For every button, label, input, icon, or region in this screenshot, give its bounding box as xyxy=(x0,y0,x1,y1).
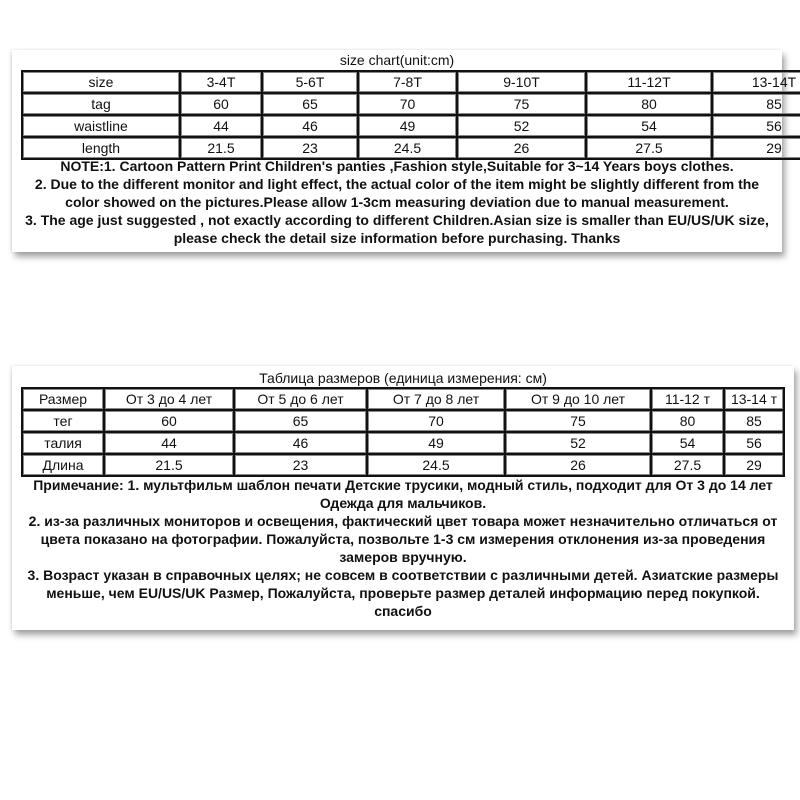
chart-title: Таблица размеров (единица измерения: см) xyxy=(259,370,547,386)
header-cell: 13-14 т xyxy=(725,389,785,411)
table-cell: 44 xyxy=(105,433,235,455)
table-cell: 80 xyxy=(652,411,725,433)
header-cell: От 9 до 10 лет xyxy=(506,389,652,411)
notes-block xyxy=(18,476,788,620)
table-cell: tag xyxy=(23,94,181,116)
chart-title: size chart(unit:cm) xyxy=(339,52,455,68)
table-row xyxy=(23,433,785,455)
note-paragraph: NOTE:1. Cartoon Pattern Print Children's panties ,Fashion style,Suitable for 3~14 Years boys clothes. xyxy=(60,158,734,174)
size-chart-card-english xyxy=(12,50,797,252)
table-cell: 49 xyxy=(368,433,506,455)
header-cell: 11-12 т xyxy=(652,389,725,411)
header-cell: 3-4T xyxy=(181,72,263,94)
header-cell: 9-10T xyxy=(458,72,587,94)
note-paragraph: 3. The age just suggested , not exactly according to different Children.Asian size is smaller than EU/US/UK size, please check the detail size information before purchasing. Thanks xyxy=(25,212,769,246)
table-cell: 70 xyxy=(368,411,506,433)
note-paragraph: 2. Due to the different monitor and light effect, the actual color of the item might be slightly different from the color showed on the pictures.Please allow 1-3cm measuring deviation due to manual measurement. xyxy=(34,176,760,210)
table-cell: 52 xyxy=(506,433,652,455)
table-cell: 54 xyxy=(587,116,713,138)
header-cell: 7-8T xyxy=(359,72,458,94)
table-cell: 49 xyxy=(359,116,458,138)
table-cell: 46 xyxy=(263,116,359,138)
table-cell: 75 xyxy=(506,411,652,433)
table-cell: 26 xyxy=(506,455,652,477)
header-cell: Размер xyxy=(23,389,105,411)
table-cell: Длина xyxy=(23,455,105,477)
table-cell: 24.5 xyxy=(359,138,458,160)
table-cell: 85 xyxy=(713,94,800,116)
header-cell: От 7 до 8 лет xyxy=(368,389,506,411)
size-chart-card-russian xyxy=(12,366,794,630)
header-cell: 13-14T xyxy=(713,72,800,94)
table-cell: 85 xyxy=(725,411,785,433)
table-cell: waistline xyxy=(23,116,181,138)
table-header-row xyxy=(23,389,785,411)
table-cell: 75 xyxy=(458,94,587,116)
table-cell: 54 xyxy=(652,433,725,455)
table-row xyxy=(23,411,785,433)
size-table xyxy=(21,70,800,160)
header-cell: size xyxy=(23,72,181,94)
header-cell: От 3 до 4 лет xyxy=(105,389,235,411)
table-cell: 52 xyxy=(458,116,587,138)
table-cell: 56 xyxy=(725,433,785,455)
table-row xyxy=(23,94,800,116)
table-cell: length xyxy=(23,138,181,160)
table-cell: 29 xyxy=(725,455,785,477)
table-cell: 21.5 xyxy=(181,138,263,160)
table-row xyxy=(23,455,785,477)
table-cell: 44 xyxy=(181,116,263,138)
table-cell: 29 xyxy=(713,138,800,160)
table-cell: 46 xyxy=(235,433,368,455)
table-cell: 70 xyxy=(359,94,458,116)
table-cell: 60 xyxy=(105,411,235,433)
table-cell: 65 xyxy=(235,411,368,433)
table-cell: талия xyxy=(23,433,105,455)
table-cell: 80 xyxy=(587,94,713,116)
note-paragraph: 2. из-за различных мониторов и освещения, фактический цвет товара может незначительно отличаться от цвета показано на фотографии. Пожалуйста, позвольте 1-3 см измерения отклонения из-за проведения замеров вручную. xyxy=(28,513,778,565)
table-header-row xyxy=(23,72,800,94)
table-cell: 23 xyxy=(263,138,359,160)
note-paragraph: Примечание: 1. мультфильм шаблон печати Детские трусики, модный стиль, подходит для От 3 до 14 лет Одежда для мальчиков. xyxy=(33,477,773,511)
table-cell: 24.5 xyxy=(368,455,506,477)
table-cell: 56 xyxy=(713,116,800,138)
table-cell: 23 xyxy=(235,455,368,477)
table-cell: 21.5 xyxy=(105,455,235,477)
table-cell: 65 xyxy=(263,94,359,116)
header-cell: 11-12T xyxy=(587,72,713,94)
notes-block xyxy=(16,157,778,247)
table-cell: 60 xyxy=(181,94,263,116)
header-cell: От 5 до 6 лет xyxy=(235,389,368,411)
table-row xyxy=(23,116,800,138)
table-cell: 26 xyxy=(458,138,587,160)
size-table xyxy=(21,387,785,477)
note-paragraph: 3. Возраст указан в справочных целях; не совсем в соответствии с различными детей. Азиатские размеры меньше, чем EU/US/UK Размер, Пожалуйста, проверьте размер деталей информацию перед покупкой. спасибо xyxy=(27,567,779,619)
table-cell: тег xyxy=(23,411,105,433)
table-cell: 27.5 xyxy=(652,455,725,477)
header-cell: 5-6T xyxy=(263,72,359,94)
table-cell: 27.5 xyxy=(587,138,713,160)
